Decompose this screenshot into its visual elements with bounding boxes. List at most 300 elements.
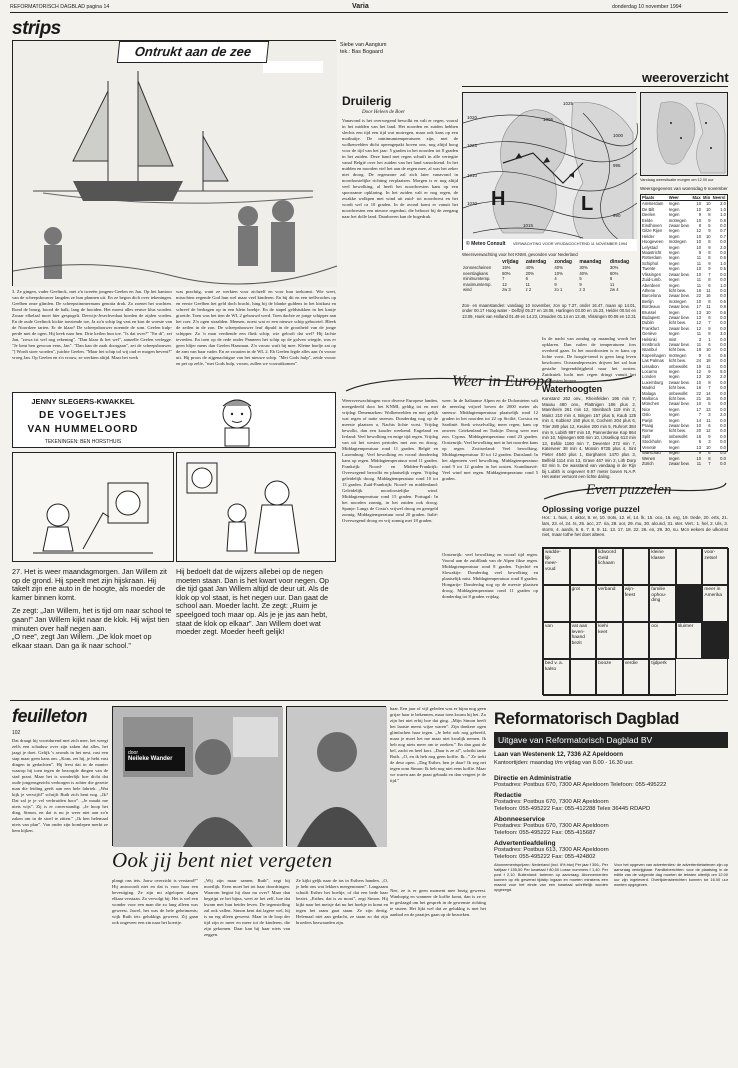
temps-cell: Nice	[642, 406, 651, 412]
forecast-value: 20%	[525, 270, 534, 276]
temps-cell: regen	[668, 374, 680, 380]
temps-cell: 5.0	[720, 369, 726, 374]
high-pressure-label: H	[491, 188, 506, 210]
temps-cell: regen	[668, 201, 680, 207]
temps-cell: 0.0	[720, 423, 726, 429]
puzzel-cell[interactable]: lidwoord Geld lichaam	[596, 548, 623, 585]
puzzel-cell[interactable]: grot	[570, 585, 597, 622]
temps-cell: regen	[668, 266, 680, 272]
temps-cell: 6	[708, 450, 711, 456]
temps-cell: 10	[696, 206, 702, 212]
puzzel-cell[interactable]	[676, 548, 703, 585]
forecast-value: 40%	[579, 270, 588, 276]
temps-cell: Genève	[642, 331, 657, 337]
forecast-value: 15%	[502, 265, 511, 271]
isobar-label-7: 1005	[543, 117, 554, 122]
header-rule	[10, 12, 728, 13]
temps-cell: 9	[708, 217, 711, 223]
temps-cell: 21	[696, 396, 702, 402]
temps-cell: 0.0	[720, 455, 726, 461]
temps-cell: 10	[696, 233, 702, 239]
forecast-table	[462, 260, 636, 292]
strips-label: strips	[12, 18, 61, 39]
weather-small-map	[640, 92, 728, 176]
temps-cell: Berlijn	[642, 298, 654, 304]
temps-cell: 6	[708, 341, 711, 347]
temps-cell: 17	[696, 406, 702, 412]
temps-cell: regen	[668, 277, 680, 283]
rd-section-head: Directie en Administratie	[494, 775, 572, 782]
temps-cell: regen	[668, 260, 680, 266]
feuilleton-col6: Nee, ze is er geen moment mee bezig geweest. Wanhopig en wanneer de koffie komt, dan is ze er in geslaagd om het gesprek in de gewenste richting te sturen. Het lijkt wel dat ze gelukkig is met het aanbod en de praatjes gaan op de bezoeken.	[390, 888, 486, 917]
temps-cell: Kopenhagen	[642, 352, 666, 358]
temps-cell: Istanbul	[642, 347, 657, 353]
temps-cell: 9	[708, 260, 711, 266]
temps-cell: Stockholm	[642, 439, 662, 445]
temps-cell: Malaga	[642, 390, 656, 396]
puzzel-cell[interactable]: bed v. a. kalso	[543, 659, 570, 696]
temps-cell: 12	[696, 369, 702, 374]
temps-cell: 0.0	[720, 320, 726, 326]
temps-cell: 0.0	[720, 277, 726, 283]
isobar-label-6: 995	[613, 163, 621, 168]
vogeltjes-text-1: 27. Het is weer maandagmorgen. Jan Willem zit op de grond. Hij speelt met zijn hijskraan. Hij takelt zijn ene auto in de hoogte, als moeder de kamer binnen komt. Ze zegt: „Jan Willem, het is tijd om naar school te gaan!” Jan Willem kijkt naar de klok. Hij wijst tien minuten over half negen aan. „O nee”, zegt Jan Willem. „De klok moet op elkaar staan. Dan ga ik naar school.”	[12, 567, 172, 650]
weeroverzicht-rule	[462, 86, 728, 87]
forecast-value: 10%	[554, 270, 563, 276]
temps-cell: 24	[696, 358, 702, 364]
temps-cell: 0.0	[720, 428, 726, 434]
feuilleton-rule	[10, 700, 728, 701]
rd-sections	[494, 772, 728, 861]
temps-cell: 0.0	[720, 358, 726, 364]
temps-cell: 0.0	[720, 439, 726, 445]
temps-cell: 10	[696, 239, 702, 245]
page-header-left: REFORMATORISCH DAGBLAD pagina 14	[10, 4, 110, 10]
temps-cell: 6	[708, 314, 711, 320]
weather-map	[462, 92, 636, 250]
temps-cell: 22	[696, 293, 702, 299]
temps-cell: motregen	[668, 352, 687, 358]
temps-cell: 18	[705, 358, 711, 364]
temps-cell: 14	[705, 390, 711, 396]
temps-cell: Mallorca	[642, 396, 658, 402]
temps-cell: 0.0	[720, 450, 726, 456]
temps-cell: regen	[668, 406, 680, 412]
temps-cell: 13	[705, 406, 711, 412]
puzzel-cell[interactable]: meer in Amerika	[702, 585, 729, 622]
druilerig-col2: In de nacht van zondag op maandag wordt het opklaren. Dan ruilen de temperaturen fors overheid gaan. In het noordoosten is er kans op lichte vorst. De hoogte-trend is geen lang leven beschoren. Oceaandepressies drijven het zal hun gestalte begrenddrijgheid naar het oosten. Zuidzuiek lucht met regen dringt vanuit het zuidwesten binnen.	[542, 336, 636, 383]
temps-cell: Bordeaux	[642, 304, 660, 310]
temps-cell: 11	[696, 341, 702, 347]
temps-cell: onbewolkt	[668, 390, 688, 396]
temps-cell: Brussel	[642, 309, 656, 315]
feuilleton-label: feuilleton	[12, 706, 87, 726]
rd-bar: Uitgave van Reformatorisch Dagblad BV	[494, 732, 728, 748]
temps-cell: 9	[698, 352, 702, 358]
temps-cell: 8	[708, 331, 711, 337]
comic-credit	[340, 42, 386, 56]
rd-address: Laan van Westenenk 12, 7336 AZ Apeldoorn	[494, 751, 624, 758]
temps-cell: Las Palmas	[642, 358, 664, 364]
puzzel-cell[interactable]: wijn- feest	[623, 585, 650, 622]
temps-cell: regen	[668, 455, 680, 461]
isobar-label-4: 1030	[467, 201, 478, 206]
feuilleton-number: 102	[12, 730, 21, 736]
temps-cell: 13	[696, 374, 702, 380]
forecast-day-4: maandag	[579, 259, 602, 265]
temps-cell: 13	[696, 444, 702, 450]
temps-cell: 14	[696, 417, 702, 423]
forecast-value: zw 4	[609, 287, 619, 293]
forecast-row-label: zonnescheinen	[463, 265, 492, 271]
small-map-svg	[641, 93, 727, 175]
forecast-value: 60%	[609, 270, 619, 276]
temps-cell: Split	[642, 433, 651, 439]
temps-cell: Zürich	[642, 460, 654, 466]
feuilleton-col3: „Wij zijn maar samen, Ruth”, zegt hij moeilijk. Even moet het tot haar doordringen. Waarom begint hij daar nu over? Maar dan begrijpt ze het bijna, weet ze het zelf, hoe dat kwam met hun beider leven. De tegenstelling zal ook vallen. Simon kent dat lagere wel, hij is nu erg alleen geweest. Maar in de loop der tijd zijn er meer en meer tot de kinderen, die zijn gekomen. Daar kan hij haar niets van zeggen.	[204, 878, 290, 937]
puzzel-banner	[542, 480, 728, 502]
temps-cell: 18	[696, 433, 702, 439]
puzzel-cell[interactable]: booze	[596, 659, 623, 696]
temps-col-precip: Neersl	[712, 195, 726, 200]
temps-cell: 0.0	[720, 293, 726, 299]
temps-cell: regen	[668, 450, 680, 456]
feuilleton-col5: Ze kijkt geljk naar de tas in Esthers handen. „O, je hebt ons wat lekkers meegenomen”. Langzaam schuift Esther het boeltje, of dat een bede haar beziet. „Esther, dat is zo mooi”, zegt Simon. Hij kijkt naar het meisje dat nu het hoekje in komt en tegen het raam gaat staan. Ze zijn dertig. Helemaal niet aan gedacht, ze staan zo dat zijn broeders bezwaarden zijn.	[296, 878, 388, 925]
feuilleton-author-tag: door Neileke Wander	[125, 747, 185, 771]
temps-cell: Frankfurt	[642, 325, 659, 331]
temps-cell: 16	[696, 385, 702, 391]
rd-section-line: Postadres: Postbus 670, 7300 AR Apeldoorn	[494, 799, 609, 805]
puzzel-solution-body: Hor.: 1. huis, 4. aktor, 9. er, 10. trots, 12. el, 14. lk, 15. oco, 16. erg, 19. trede, 20. erts, 21. lars, 23. el, 24. ts, 25. acc, 27. ria, 28. oor, 29. mu, 30. alcund, 31. ster. Vert.: 1. hel, 2. Uls, 3. storm, 4. aards, 5. 6. 7. 8. 9. 11. 13. 17. 18. 22. 26. en, 29. 30, nu. Mcn eekers de ulkomst niet, maar tothe het doet alteen.	[542, 515, 728, 538]
puzzel-cell[interactable]	[623, 548, 650, 585]
rd-section-line: Postadres: Postbus 670, 7300 AR Apeldoorn	[494, 823, 609, 829]
puzzel-title: Even puzzelen	[586, 482, 672, 498]
temps-cell: 1.0	[720, 260, 726, 266]
temps-cell: 0.0	[720, 363, 726, 369]
feuilleton-col4: haar. Een jaar of vijf geleden was er bijna nog geen grijze haar te bekennen, maar toen kwam hij het. Zo zijn het niet erbij hoe dat ging. „Mijn Simon heeft het laatste meest wijze waren”. Zijn donkere ogen glimlachen haar tegen. „Je hebt ook nog gebeefd, maar je moet het me maar niet kwalijk nemen. Ik heb nog niets meer om te zoeken.” En dan gaat de bel, zacht en heel kort. „Daar is ze al”, schrikt tante Ruth. „O, en ik heb nog geen koffie. Ik...” Ze trekt de deur open. „Dag Esther, ben je daar? Ik zeg net tegen oom Simon: Ik heb nog niet eens koffie. Maar we waren aan de praat gebaakt en dan vergeet je de tijd.”	[390, 706, 486, 783]
rd-masthead: Reformatorisch Dagblad	[494, 710, 680, 728]
temps-cell: 0.0	[720, 433, 726, 439]
forecast-value: 40%	[525, 265, 534, 271]
vogeltjes-title-1: DE VOGELTJES	[39, 410, 127, 421]
temps-cell: Barcelona	[642, 293, 661, 299]
temps-cell: Dublin	[642, 320, 654, 326]
temps-cell: regen	[668, 444, 680, 450]
vogeltjes-illustrator: TEKENINGEN: BEN HORSTHUIS	[44, 439, 122, 445]
forecast-value: 30%	[609, 265, 619, 271]
puzzel-cell[interactable]: sluimer	[676, 622, 703, 659]
temps-cell: regen	[668, 439, 680, 445]
forecast-row	[462, 287, 636, 292]
temps-cell: 16	[696, 287, 702, 293]
temps-cell: 1.0	[720, 282, 726, 288]
puzzel-cell[interactable]	[570, 548, 597, 585]
temps-cell: motregen	[668, 298, 687, 304]
forecast-day-3: zondag	[554, 259, 572, 265]
feuilleton-photo-2-svg	[287, 707, 387, 847]
rd-section-line: Postadres: Postbus 613, 7300 AR Apeldoorn	[494, 847, 609, 853]
isobar-label-8: 990	[613, 213, 621, 218]
europa-col1: Weersverwachtingen voor diverse Europese landen, meegedeeld door het KNMI, geldig tot en met vrijdag: Denemarken: Wolkenvelden en met gelijk wat regen of natte sneeuw. Donderdag nog op de meeste plaatsen a, Nachts lichte vorst. Vrijdag bewolkt, dan een kouder weekend. Engeland en Ierland: Veel bewolking en enige tijd regen. Vrijdag van uit het westen periodes met zon en droog. Middagtemperatuur rond 11 graden. België en Luxemburg: Veel bewolking en vooral donderdag kans op regen. Middagtemperatuur rond 11 graden. Frankrijk: Noord- en Midden-Frankrijk: Overwegend bewolkt en plaatselijk regen. Vrijdag geleidelijk droog. Middagtemperatuur rond 10 tot 13 graden. Zuid-Frankrijk: Noord- en middenland: Geleidelijk noordoostelijke wind. Middagtemperatuur rond 15 graden. Portugal: In het noorden zonnig, in het zuiden ook droog. Spanje: Langs de Costa's vrijwel droog en geregeld zonnig. Middagtemperatuur rond 20 graden. Italië: Overwegend droog en vrij zonnig met 18 graden.	[342, 398, 438, 523]
temps-cell: 3.0	[720, 331, 726, 337]
vogeltjes-panel-1	[12, 452, 174, 562]
feuilleton-story-title: Ook jij bent niet vergeten	[112, 848, 333, 872]
temps-cell: 2.0	[720, 412, 726, 418]
vogeltjes-drawing	[177, 386, 337, 446]
temps-cell: 10	[696, 298, 702, 304]
puzzel-cell[interactable]: vat aan leven- haand bezit	[570, 622, 597, 659]
temps-cell: 9	[708, 369, 711, 374]
temps-cell: 10	[696, 266, 702, 272]
puzzel-cell[interactable]	[623, 622, 650, 659]
temps-cell: regen	[668, 369, 680, 374]
temps-cell: 0.0	[720, 250, 726, 256]
temps-cell: 0.0	[720, 444, 726, 450]
temps-cell: 12	[696, 325, 702, 331]
temps-cell: 20	[696, 428, 702, 434]
vogeltjes-scene-2	[177, 453, 335, 561]
temps-cell: 11	[706, 287, 711, 293]
forecast-value: 40%	[554, 265, 563, 271]
isobar-label-3: 1010	[467, 173, 478, 178]
temps-cell: 11	[696, 460, 702, 466]
puzzel-cell[interactable]: verdie	[623, 659, 650, 696]
rd-section-line: Telefoon: 055-495222 Fax: 055-415687	[494, 830, 596, 836]
temps-cell: 22	[696, 390, 702, 396]
temps-cell: Helsinki	[642, 336, 657, 342]
temps-cell: 11	[696, 282, 702, 288]
temps-cell: licht bew.	[668, 396, 686, 402]
temps-cell: motregen	[668, 217, 687, 223]
forecast-value: 30%	[579, 265, 588, 271]
temps-cell: motregen	[668, 239, 687, 245]
puzzel-cell[interactable]	[570, 659, 597, 696]
temps-cell: 6	[698, 439, 702, 445]
temps-cell: 10	[696, 271, 702, 277]
temps-cell: Lissabon	[642, 363, 659, 369]
temps-cell: 10	[705, 347, 711, 353]
temps-cell: 0.0	[720, 223, 726, 229]
comic-title-banner	[117, 41, 269, 63]
temps-cell: 0.8	[720, 217, 726, 223]
temps-cell: Zuid-Limb.	[642, 277, 662, 283]
temps-cell: 11	[706, 417, 711, 423]
temps-cell: Schiphol	[642, 260, 659, 266]
temps-cell: 8	[708, 255, 711, 261]
temps-cell: Hoogeveen	[642, 239, 664, 245]
temps-cell: 19	[696, 363, 702, 369]
temps-cell: zwaar bew.	[668, 325, 690, 331]
temps-cell: Venetië	[642, 444, 656, 450]
comic-drawing	[13, 41, 337, 287]
isobar-label-5: 1000	[613, 133, 624, 138]
puzzel-cell[interactable]: familie ophou- ding	[649, 585, 676, 622]
temps-cell: Locarno	[642, 369, 658, 374]
comic-panel	[12, 40, 336, 286]
temps-cell: 10	[696, 244, 702, 250]
feuilleton-photo-svg	[113, 707, 283, 847]
temps-cell: Budapest	[642, 314, 660, 320]
temps-cell: regen	[668, 417, 680, 423]
temps-cell: 9	[708, 433, 711, 439]
rd-hours: Kantoortijden: maandag t/m vrijdag van 8.00 - 16.30 uur.	[494, 760, 634, 766]
vogeltjes-strip	[12, 392, 336, 692]
isobar-label-10: 1025	[563, 101, 574, 106]
temps-cell: 11	[696, 255, 702, 261]
temps-cell: 12	[696, 320, 702, 326]
temps-cell: Gilze Rijen	[642, 228, 663, 234]
rd-section-line: Telefoon: 055-495222 Fax: 055-424802	[494, 854, 596, 860]
puzzel-cell[interactable]	[543, 585, 570, 622]
vogeltjes-panel-2	[176, 452, 336, 562]
temps-cell: München	[642, 401, 660, 407]
puzzel-solution-title: Oplossing vorige puzzel	[542, 504, 640, 514]
temps-cell: 10	[705, 206, 711, 212]
temps-cell: Eelde	[642, 217, 653, 223]
temps-cell: 0.0	[720, 385, 726, 391]
small-map-caption: Vandaag weersituatie morgen om 12.00 uur	[640, 178, 714, 182]
rd-section-head: Advertentieafdeling	[494, 840, 556, 847]
temps-cell: 10	[705, 444, 711, 450]
temps-cell: 18	[696, 347, 702, 353]
temps-cell: licht bew.	[668, 428, 686, 434]
forecast-value: z 2	[525, 287, 532, 293]
puzzel-black-cell	[676, 585, 703, 622]
temps-cell: 0.0	[720, 417, 726, 423]
temps-cell: 10	[705, 374, 711, 380]
temps-table-box	[640, 194, 728, 466]
temps-cell: regen	[668, 331, 680, 337]
temps-cell: 0.8	[720, 304, 726, 310]
temps-cell: Lelystad	[642, 244, 658, 250]
temps-cell: 9	[708, 228, 711, 234]
temps-cell: 10	[705, 201, 711, 207]
waterhoogten-title: Waterhoogten	[542, 384, 603, 394]
temps-cell: 6	[708, 282, 711, 288]
temps-cell: 5	[708, 223, 711, 229]
temps-col-min: Min	[703, 195, 711, 200]
puzzel-cell[interactable]: wadde- lijk meer- voud	[543, 548, 570, 585]
temps-cell: 7	[708, 320, 711, 326]
temps-cell: 0.6	[720, 352, 726, 358]
temps-cell: 8	[708, 379, 711, 385]
puzzel-cell[interactable]: tijdperk	[649, 659, 676, 696]
map-footer: VERWACHTING VOOR VRIJDAGOCHTEND 11 NOVEMBER 1994	[513, 242, 628, 246]
comic-caption-col1: 3. Ze gingen, vader Geelinck, met z'n tweeën jongens-Geelen en Jan. Op het kantoor van de scheepsbouwer langden ze hun plannen uit. En ze begon dich over tekeningen. Geelben onze glimlen. De scheepstimmermans genotta drok. Zo zoenet het wachten. Rond de bourg, boord de balk, lang de hooiden. Het moest alles eeuwe klus worden. Zwaar elkelaal moet hier gespogelt. Derwijs-Jesechvedaat hoeden de zijden vorden. En de oude Geelinck kickte toeziende toe, Ja zo'n schip lag vast en kon de woeste van de Noordzee tarten. Er de klaar? De scheepsbouwer noemde de som. Geelen kulp-perde met de ogen. Hij keek naar hen. Drie keilen hun toe. "Is dat over?" "En di", zei Jan, "zowa ist wel nog rekening". "Dan klaar ik het wel", aanzelle Geelen verlegge. "Je bent ben gewoon eens, Jan". "Dan kan de zaak doorgaan", zei de scheepsbouwer. "] Wordt stoer worden", juichte Geelen. "Maar het schip tol wij oud er mogen hevent?" vroeg Jan. Op Geelen en z'n vrouw, ze werkten altijd. Maar het werk	[12, 289, 172, 360]
temps-cell: 8	[708, 277, 711, 283]
map-caption: Weersverwachting voor het KNMI, gevonden voor Nederland	[462, 252, 578, 257]
puzzel-cell[interactable]: verband	[596, 585, 623, 622]
temps-cell: zwaar bew.	[668, 293, 690, 299]
weeroverzicht-label: weeroverzicht	[642, 70, 729, 85]
temps-cell: 0.0	[720, 390, 726, 396]
temps-col-weather: Weer	[668, 195, 679, 200]
temps-cell: 10	[696, 201, 702, 207]
temps-cell: Helder	[642, 233, 655, 239]
temps-cell: 0.0	[720, 379, 726, 385]
temps-cell: 0.0	[720, 271, 726, 277]
temps-cell: 5	[708, 401, 711, 407]
low-pressure-label: L	[581, 193, 594, 215]
temps-cell: 11	[696, 277, 702, 283]
temps-cell: zwaar bew.	[668, 460, 690, 466]
temps-cell: 6	[708, 352, 711, 358]
sun-moon-tides: Zon- en maanstanden: vandaag 10 november, zon op 7.37, onder 16.47, maan op 14.01, onder 00.17 Hoog water - Delfzijl 05.37 en 18.06, Harlingen 03.00 en 15.23, Helder 00.54 en 13.09, Hoek van Holland 01.49 en 14.23, IJmuiden 01.14 en 13.48, Vlissingen 00.06 en 12.31	[462, 303, 636, 319]
comic-caption-col2: was prachtig, want ze werkten voor zichzelf en voor hun toekomst. Wie weet, misschien zegende God hun wel maar veel kinderen. En bij dit en een trellvraches op en eerste Geelben het geld doch bracht, hing bij de blanke guldens in het kistkast en schreef de bedragen op in een klein boekje. En de stapel geldstukken in het kastje groeide. Toen was het tien de WL 2 gebouwd werd. Toen dachte ze jonge schipper aan het roer. Z'n ogen straalden. Mensen, noest wat er een nieuwe schip geboortel. Bleek de zeilen in de zon. De scheepsbouwer leuf dipuld in de grootheid van de jonge schipper. Zo 'n man verdiende een flink schip, wie gelooft dat wel? Hij lachte tevreden. En toen op de rede onder Panneen het schip op de golven wiegde, was er geen blijer mens dan Geelen Haasman. Z'n vrouw wuft hij mee. Kleine buelje zat op de arm van haar vader. En ze zwaaien in de WL 2. Eb Geelen legde alles aan t'n vrouw uit. Hij proos de zijgenachtigue van het nieuwe schip. "Met Gods hulp", zeide vrouw en pet op zelfe, "met Gods hulp, vrouw, zullen we vooruitkomen".	[176, 289, 336, 366]
temps-cell: Deelen	[642, 212, 656, 218]
forecast-value: 8	[609, 276, 613, 282]
temps-cell: 0.0	[720, 287, 726, 293]
temps-cell: 0.0	[720, 325, 726, 331]
puzzel-cell[interactable]: voor- zetsel	[702, 548, 729, 585]
temps-cell: Innsbruck	[642, 341, 661, 347]
temps-cell: 11	[706, 363, 711, 369]
temps-cell: 0.5	[720, 266, 726, 272]
feuilleton-photo	[112, 706, 282, 846]
temps-row	[641, 461, 727, 466]
europa-col3: Oostenrijk: veel bewolking en vooral tijd regen. Vooral aan de zuidflank van de Alpen fikse regen. Middagtemperatuur rond 8 graden. Tsjechië en Slowakije: Donderdag veel bewolking en plaatselijk mist. Middagtemperatuur rond 8 graden. Hongarije: Donderdag nog op de meeste plaatsen droog. Middagtemperatuur rond 11 graden op donderdag tot 8 graden vrijdag.	[442, 552, 538, 599]
puzzel-grid[interactable]	[542, 547, 728, 695]
temps-cell: regen	[668, 282, 680, 288]
forecast-value: 9	[579, 281, 582, 287]
temps-cell: Vlissingen	[642, 271, 662, 277]
temps-cell: 0.0	[720, 396, 726, 402]
forecast-value: 4	[554, 276, 557, 282]
temps-cell: 7	[708, 385, 711, 391]
temps-cell: 17	[696, 304, 702, 310]
temps-cell: zwaar bew.	[668, 304, 690, 310]
puzzel-cell[interactable]: kiehi keet	[596, 622, 623, 659]
puzzel-cell[interactable]: ooi	[649, 622, 676, 659]
druilerig-body: Vanavond is het overwegend bewolkt en valt er regen, vooral in het midden van het land. Het noorden en zuiden hebben slechts een tijd een tijd wat motregen, maar ook kans op een motbuitje. De minimumtemperaturen zijn, met de wolkenvelden dicht opeengepakt boven ons, nog altijd hoog voor de tijd van het jaar: 5 graden in het noorden tot 8 graden in het zuiden. Deze band met regen schuift in alle vertegite vanaf België over het zuiden van het land vanochtend. In het midden en noorden viel het aan de regen mee, al was het zeker niet droog. De regenzone zal zich later vanavond in noordoostelijke richting verplaatsen. Morgen is er nog altijd veel bewolking, al heeft het noordwesten kans op een spoorzame opklaring. In het zuiden valt er nog regen, de zwakke wolkpen met wind uit zuid- tot noordwest en het wordt wel ca 10 graden. In de avond komt er vanuit het noordwesten een nieuwe regenbui, die behoort bij de zeegang naar het dolle land. Daarboven kan de hogedruk.	[342, 118, 458, 219]
temps-cell: 10	[696, 401, 702, 407]
temps-cell: 9	[708, 325, 711, 331]
rd-section-line: Telefoon: 055-495222 Fax: 055-412288 Telex 36445 RDAPD	[494, 806, 651, 812]
temps-cell: 12	[696, 228, 702, 234]
temps-cell: 1.0	[720, 212, 726, 218]
temps-cell: 10	[696, 423, 702, 429]
temps-cell: 2.0	[720, 374, 726, 380]
temps-cell: 0.6	[720, 255, 726, 261]
temps-cell: 9	[698, 250, 702, 256]
temps-cell: 7	[708, 460, 711, 466]
temps-cell: 8	[698, 223, 702, 229]
vogeltjes-text-2: Hij bedoelt dat de wijzers allebei op de negen moeten staan. Dan is het kwart voor negen. Op die tijd gaat Jan Willem altijd de deur uit. Als de klok op vol staat, is het negen uur. Dan gaat de school aan. Moeder lacht. Ze zegt: „Ruim je speelgoed toch maar op. Als je je jas aan hebt, staat de klok op elkaar”. Jan Willem doet wat moeder zegt. Moeder heeft gelijk!	[176, 567, 329, 637]
rd-fine-right: Voor het opgeven van advertenties: de advertentietarieven zijn op aanvraag verkrijgbaar. Familieberichten: voor de plaatsing in de editie van de volgende dag moeten de teksten uiterlijk om 12.00 uur zijn ingeleverd. Overlijdensberichten kunnen tot 16.00 uur worden opgegeven.	[614, 862, 728, 887]
temps-cell: regen	[668, 228, 680, 234]
temps-cell: 3	[708, 439, 711, 445]
feuilleton-col2: plangt ons iets. Jouw overzicht is verstand?” Hij antwoordt niet en dat is voor haar een bevestiging. Ze zijn mi afgelopen dagen elkaar verstaan. Zo vervolgt hij. Het is wel een wonder voor een man die zo lang alleen was geweest. Jawel, het was de hele geheimenis; wijk Ruth iets gelukkigs geweest. Zij gaan ook ongeveer een zin naar het koertje.	[112, 878, 198, 925]
temps-cell: Aberdeen	[642, 282, 661, 288]
temps-cell: 12	[705, 428, 711, 434]
forecast-value: zw 3	[502, 287, 511, 293]
druilerig-article	[342, 94, 458, 384]
puzzel-cell[interactable]: kleine klasse	[649, 548, 676, 585]
temps-cell: zwaar bew.	[668, 423, 690, 429]
druilerig-title: Druilerig	[342, 94, 392, 108]
temps-cell: zwaar bew.	[668, 379, 690, 385]
temps-cell: Amsterdam	[642, 201, 664, 207]
meteo-brand: © Meteo Consult	[466, 241, 506, 247]
temps-cell: 0.0	[720, 314, 726, 320]
comic-title: Ontrukt aan de zee	[134, 44, 252, 59]
temps-cell: 11	[696, 260, 702, 266]
forecast-row-label: minimumtemp.	[463, 276, 491, 282]
puzzel-cell[interactable]: van	[543, 622, 570, 659]
temps-cell: 13	[696, 314, 702, 320]
europa-title: Weer in Europa	[452, 373, 553, 390]
temps-cell: regen	[668, 250, 680, 256]
